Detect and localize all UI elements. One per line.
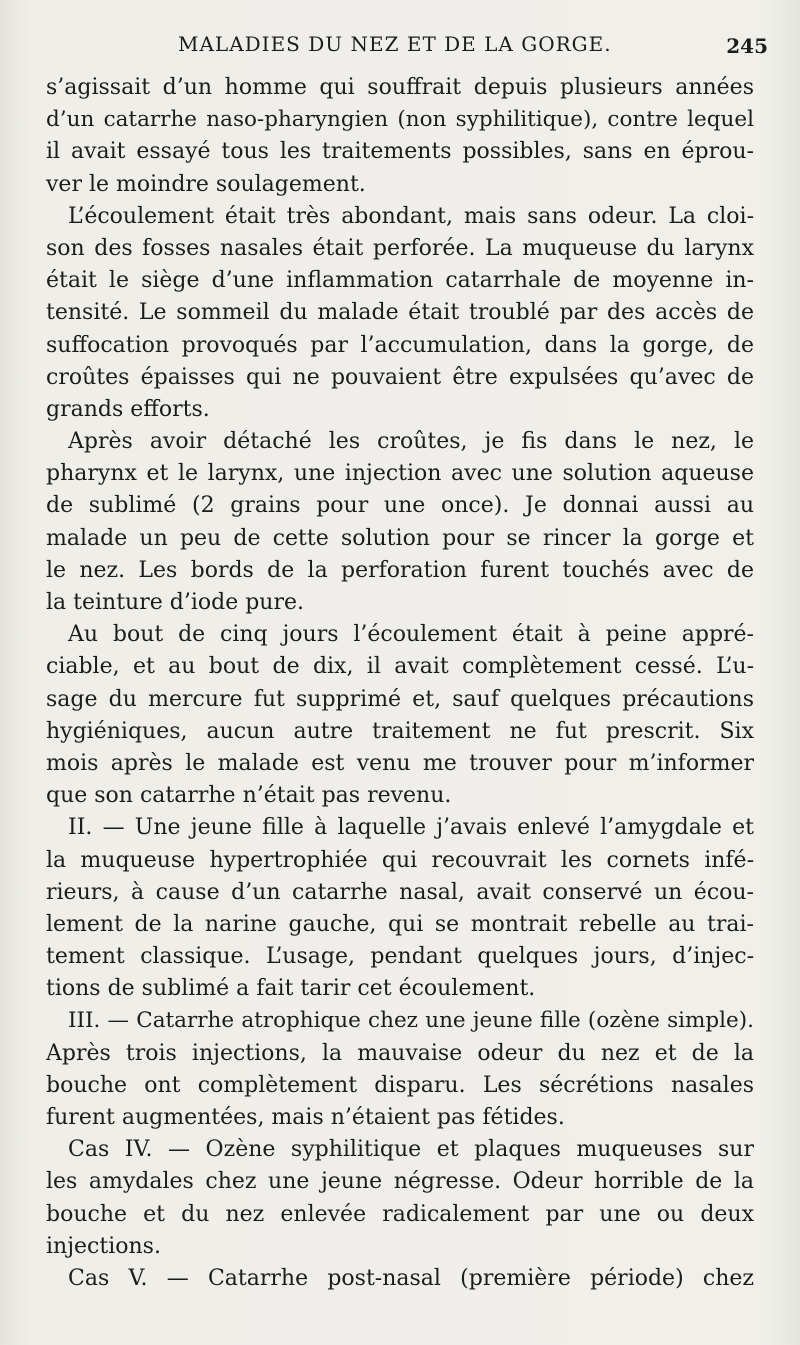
text-line: les amydales chez une jeune négresse. Odeur horrible de la [46, 1169, 754, 1195]
text-line: injections. [46, 1233, 161, 1259]
text-line: III. — Catarrhe atrophique chez une jeune fille (ozène simple). [68, 1008, 754, 1034]
text-line: Cas IV. — Ozène syphilitique et plaques muqueuses sur [68, 1137, 754, 1163]
text-line: bouche et du nez enlevée radicalement par une ou deux [46, 1201, 754, 1227]
text-line: L’écoulement était très abondant, mais sans odeur. La cloi- [68, 203, 754, 229]
text-line: de sublimé (2 grains pour une once). Je donnai aussi au [46, 493, 754, 519]
text-line: la muqueuse hypertrophiée qui recouvrait les cornets infé- [46, 847, 754, 873]
text-line: hygiéniques, aucun autre traitement ne fut prescrit. Six [46, 718, 754, 744]
text-line: la teinture d’iode pure. [46, 590, 304, 615]
page-header [46, 32, 768, 62]
text-line: Après avoir détaché les croûtes, je fis dans le nez, le [68, 429, 754, 455]
text-line: sage du mercure fut supprimé et, sauf quelques précautions [46, 686, 754, 712]
text-line: il avait essayé tous les traitements possibles, sans en éprou- [46, 139, 754, 165]
text-line: son des fosses nasales était perforée. La muqueuse du larynx [46, 235, 754, 261]
text-line: tions de sublimé a fait tarir cet écoulement. [46, 976, 536, 1002]
text-line: croûtes épaisses qui ne pouvaient être expulsées qu’avec de [46, 364, 754, 390]
text-line: suffocation provoqués par l’accumulation, dans la gorge, de [46, 332, 754, 358]
text-line: était le siège d’une inflammation catarrhale de moyenne in- [46, 268, 754, 294]
text-line: pharynx et le larynx, une injection avec une solution aqueuse [46, 461, 754, 487]
text-line: ver le moindre soulagement. [46, 171, 366, 197]
text-line: ciable, et au bout de dix, il avait complètement cessé. L’u- [46, 654, 754, 680]
text-line: Au bout de cinq jours l’écoulement était à peine appré- [68, 622, 754, 648]
text-line: furent augmentées, mais n’étaient pas fétides. [46, 1105, 565, 1130]
text-line: malade un peu de cette solution pour se rincer la gorge et [46, 525, 754, 551]
text-line: le nez. Les bords de la perforation furent touchés avec de [46, 557, 754, 583]
text-line: bouche ont complètement disparu. Les sécrétions nasales [46, 1072, 754, 1098]
text-line: d’un catarrhe naso-pharyngien (non syphilitique), contre lequel [46, 107, 754, 133]
text-line: Cas V. — Catarrhe post-nasal (première période) chez [68, 1265, 754, 1291]
text-line: rieurs, à cause d’un catarrhe nasal, avait conservé un écou- [46, 879, 754, 905]
text-line: tensité. Le sommeil du malade était troublé par des accès de [46, 300, 754, 326]
text-line: grands efforts. [46, 396, 210, 422]
running-head: MALADIES DU NEZ ET DE LA GORGE. [178, 32, 612, 56]
text-line: II. — Une jeune fille à laquelle j’avais enlevé l’amygdale et [68, 815, 754, 841]
page-number: 245 [726, 34, 768, 58]
text-line: Après trois injections, la mauvaise odeur du nez et de la [46, 1040, 754, 1066]
text-line: tement classique. L’usage, pendant quelques jours, d’injec- [46, 944, 754, 970]
text-line: mois après le malade est venu me trouver pour m’informer [46, 750, 754, 776]
body-text [46, 72, 754, 1295]
text-line: s’agissait d’un homme qui souffrait depuis plusieurs années [46, 75, 754, 100]
text-line: lement de la narine gauche, qui se montrait rebelle au trai- [46, 911, 754, 937]
text-line: que son catarrhe n’était pas revenu. [46, 783, 452, 809]
